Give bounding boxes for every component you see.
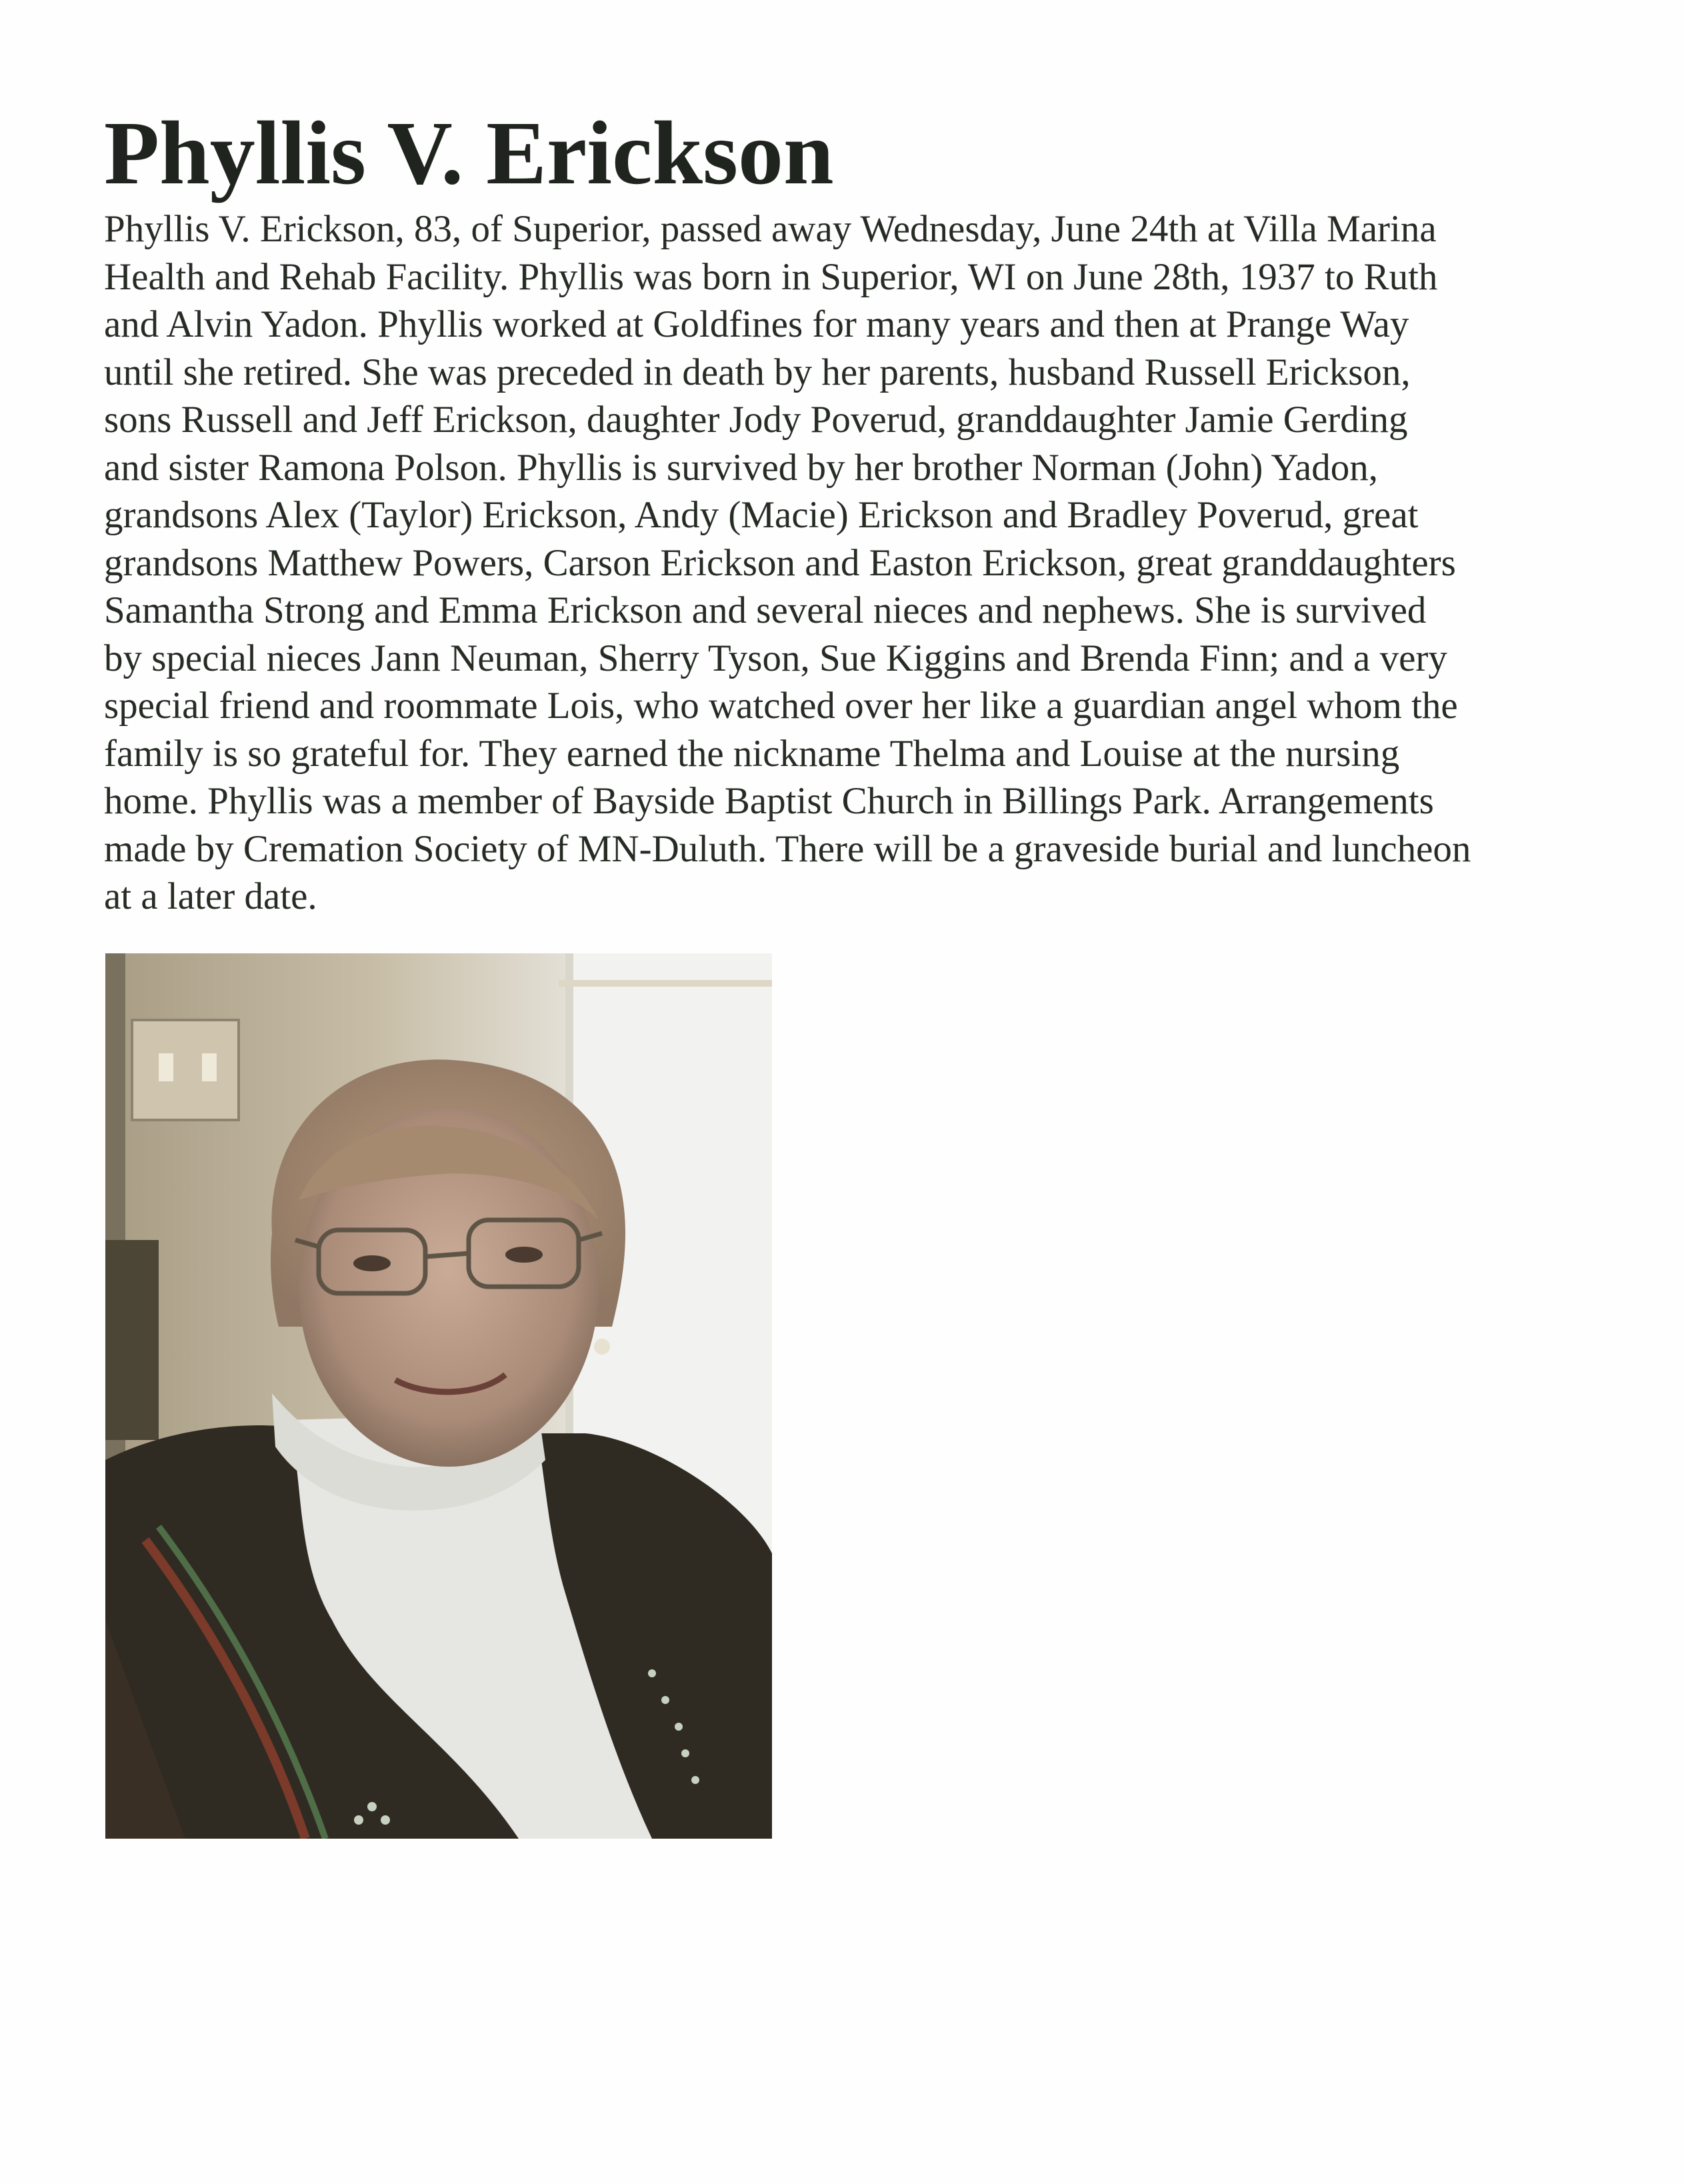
obituary-line: and sister Ramona Polson. Phyllis is survived by her brother Norman (John) Yadon,	[104, 446, 1378, 489]
obituary-line: until she retired. She was preceded in death by her parents, husband Russell Erickson,	[104, 351, 1411, 393]
portrait-illustration	[105, 953, 772, 1839]
obituary-line: and Alvin Yadon. Phyllis worked at Goldfines for many years and then at Prange Way	[104, 303, 1409, 345]
obituary-line: Samantha Strong and Emma Erickson and several nieces and nephews. She is survived	[104, 589, 1427, 631]
obituary-line: special friend and roommate Lois, who watched over her like a guardian angel whom the	[104, 685, 1458, 727]
obituary-title: Phyllis V. Erickson	[104, 103, 834, 203]
obituary-line: home. Phyllis was a member of Bayside Baptist Church in Billings Park. Arrangements	[104, 780, 1434, 822]
obituary-line: sons Russell and Jeff Erickson, daughter Jody Poverud, granddaughter Jamie Gerding	[104, 399, 1408, 441]
obituary-line: by special nieces Jann Neuman, Sherry Tyson, Sue Kiggins and Brenda Finn; and a very	[104, 637, 1447, 679]
obituary-line: family is so grateful for. They earned the nickname Thelma and Louise at the nursing	[104, 732, 1400, 775]
obituary-line: made by Cremation Society of MN-Duluth. There will be a graveside burial and luncheon	[104, 827, 1471, 870]
obituary-line: at a later date.	[104, 875, 317, 917]
obituary-line: grandsons Alex (Taylor) Erickson, Andy (Macie) Erickson and Bradley Poverud, great	[104, 494, 1419, 536]
obituary-line: Phyllis V. Erickson, 83, of Superior, passed away Wednesday, June 24th at Villa Marina	[104, 208, 1437, 250]
portrait-photo	[105, 953, 772, 1839]
obituary-line: grandsons Matthew Powers, Carson Erickson and Easton Erickson, great granddaughters	[104, 541, 1456, 584]
obituary-body	[104, 205, 1611, 921]
obituary-line: Health and Rehab Facility. Phyllis was born in Superior, WI on June 28th, 1937 to Ruth	[104, 255, 1438, 298]
